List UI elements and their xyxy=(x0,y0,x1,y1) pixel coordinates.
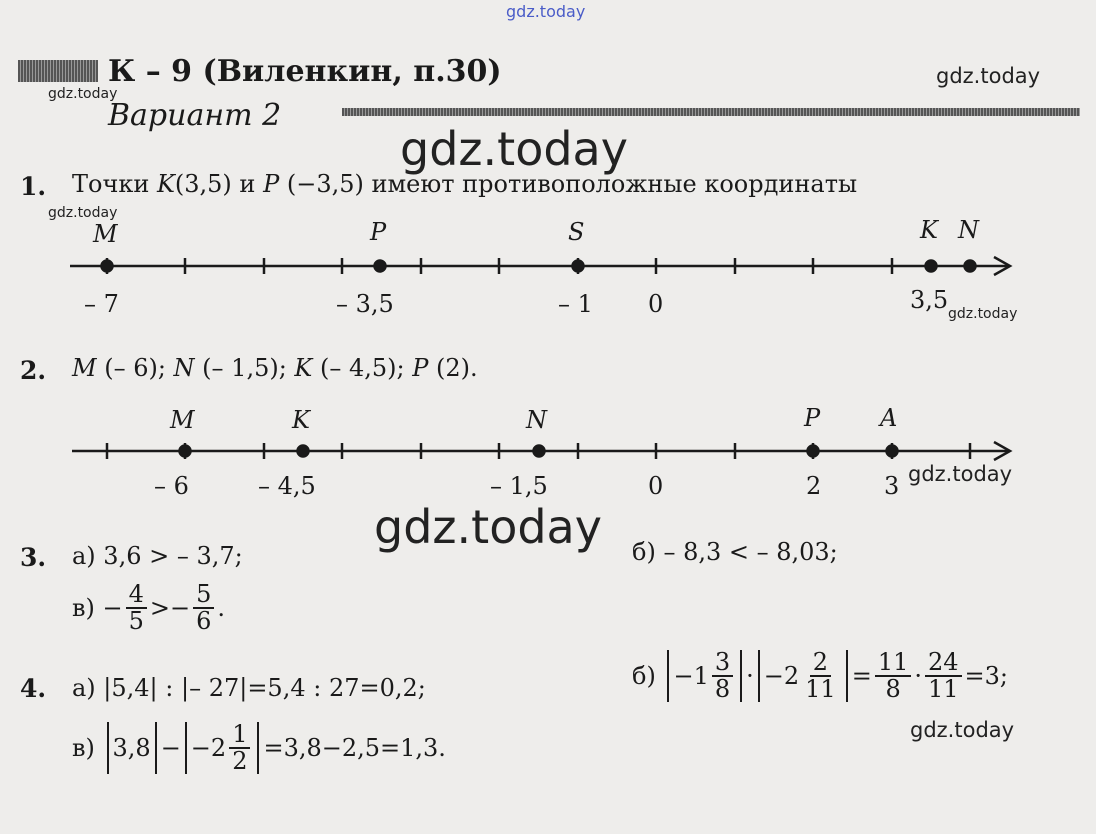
watermark-top: gdz.today xyxy=(506,2,586,21)
tick-label: – 1 xyxy=(558,290,593,318)
watermark: gdz.today xyxy=(948,306,1018,322)
point-p xyxy=(375,261,386,272)
number-line-1 xyxy=(70,257,1010,275)
label-point-a: A xyxy=(880,404,898,432)
point-s xyxy=(573,261,584,272)
task-3b: б) – 8,3 < – 8,03; xyxy=(632,538,838,566)
tick-label: – 4,5 xyxy=(258,472,316,500)
task-4b: б) −1 $\frac{3}{8}$ · −2 $\frac{2}{11}$ = $\frac{11}{8}$ · $\frac{24}{11}$ =3; xyxy=(632,648,1009,704)
task-2-statement: M (– 6); N (– 1,5); K (– 4,5); P (2). xyxy=(72,354,478,382)
point-k xyxy=(926,261,937,272)
watermark: gdz.today xyxy=(910,718,1015,742)
watermark-large: gdz.today xyxy=(400,122,628,176)
number-line-2 xyxy=(72,442,1010,460)
watermark: gdz.today xyxy=(908,462,1013,486)
watermark: gdz.today xyxy=(936,64,1041,88)
point-p xyxy=(808,446,819,457)
tick-label: 2 xyxy=(806,472,822,500)
task-1-statement: Точки K(3,5) и P (−3,5) имеют противоположные координаты xyxy=(72,170,858,198)
tick-label: – 3,5 xyxy=(336,290,394,318)
watermark: gdz.today xyxy=(48,205,118,221)
tick-label: 0 xyxy=(648,472,664,500)
point-k xyxy=(298,446,309,457)
label-point-n: N xyxy=(526,406,547,434)
task-number-4: 4. xyxy=(20,674,47,703)
task-4v: в) 3,8 − −2 $\frac{1}{2}$ =3,8−2,5=1,3. xyxy=(72,720,446,776)
watermark: gdz.today xyxy=(48,86,118,102)
label-point-n: N xyxy=(958,216,979,244)
label-point-m: M xyxy=(93,220,118,248)
point-n xyxy=(534,446,545,457)
task-number-2: 2. xyxy=(20,356,47,385)
point-n xyxy=(965,261,976,272)
task-4a: а) |5,4| : |– 27|=5,4 : 27=0,2; xyxy=(72,674,426,702)
tick-label: – 6 xyxy=(154,472,189,500)
tick-label: 3,5 xyxy=(910,286,949,314)
task-3v: в) − $\frac{4}{5}$ >− $\frac{5}{6}$ . xyxy=(72,580,226,636)
label-point-p: P xyxy=(804,404,821,432)
task-3a: а) 3,6 > – 3,7; xyxy=(72,542,243,570)
point-m xyxy=(102,261,113,272)
tick-label: 0 xyxy=(648,290,664,318)
tick-label: – 7 xyxy=(84,290,119,318)
task-number-3: 3. xyxy=(20,543,47,572)
watermark-large: gdz.today xyxy=(374,500,602,554)
tick-label: – 1,5 xyxy=(490,472,548,500)
point-a xyxy=(887,446,898,457)
point-m xyxy=(180,446,191,457)
label-point-s: S xyxy=(568,218,585,246)
label-point-m: M xyxy=(170,406,195,434)
task-number-1: 1. xyxy=(20,172,47,201)
page-title: К – 9 (Виленкин, п.30) xyxy=(108,54,502,89)
label-point-p: P xyxy=(370,218,387,246)
variant-heading: Вариант 2 xyxy=(108,98,282,133)
label-point-k: K xyxy=(292,406,310,434)
tick-label: 3 xyxy=(884,472,900,500)
label-point-k: K xyxy=(920,216,938,244)
